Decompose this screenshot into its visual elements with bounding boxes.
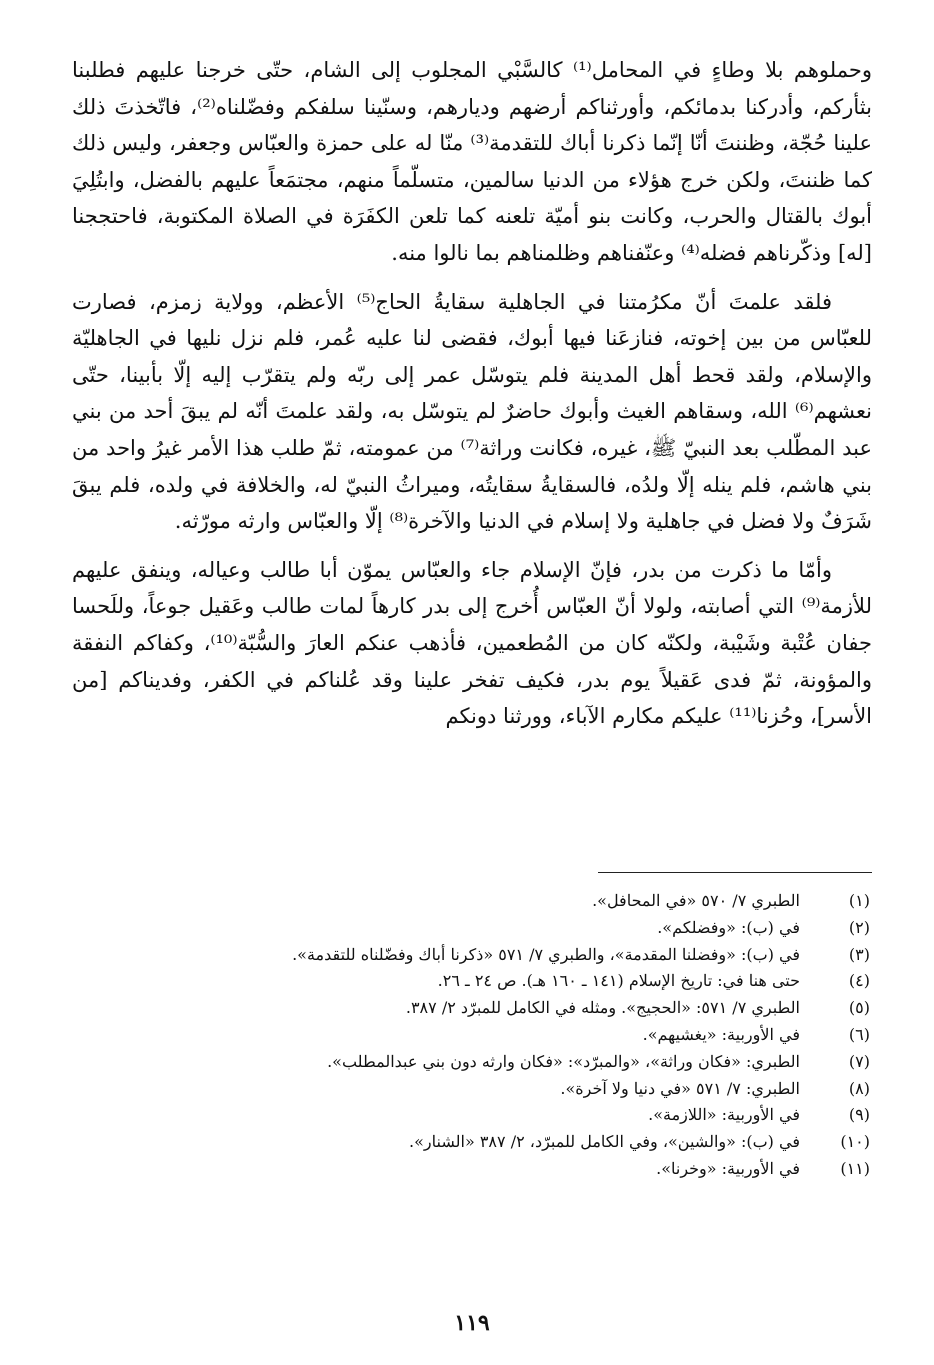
paragraph-1: وحملوهم بلا وطاءٍ في المحامل⁽¹⁾ كالسَّبْي المجلوب إلى الشام، حتّى خرجنا عليهم فطلبنا بثأركم، وأدركنا بدمائكم، وأورثناكم أرضهم وديارهم، وسنّينا سلفكم وفضّلناه⁽²⁾، فاتّخذتَ ذلك علينا حُجّة، وظننتَ أنّا إنّما ذكرنا أباك للتقدمة⁽³⁾ منّا له على حمزة والعبّاس وجعفر، وليس ذلك كما ظننتَ، ولكن خرج هؤلاء من الدنيا سالمين، متسلّماً منهم، مجتمَعاً عليهم بالفضل، وابتُلِيَ أبوك بالقتال والحرب، وكانت بنو أميّة تلعنه كما تلعن الكفَرَة في الصلاة المكتوبة، فاحتججنا [له] وذكّرناهم فضله⁽⁴⁾ وعنّفناهم وظلمناهم بما نالوا منه. [72,58,872,265]
footnote-number: (١٠) [840,1132,870,1152]
footnote-7 [72,1049,872,1076]
main-text [72,52,872,735]
footnote-text: الطبري ٧/ ٥٧١: «الحجيج». ومثله في الكامل للمبرّد ٢/ ٣٨٧. [405,998,800,1018]
footnote-number: (٧) [848,1051,870,1071]
footnote-text: في الأوربية: «يغشيهم». [642,1024,800,1044]
footnote-divider [598,872,872,873]
footnote-text: في الأوربية: «وخرنا». [656,1158,800,1178]
footnote-6 [72,1022,872,1049]
footnote-5 [72,995,872,1022]
footnotes-list [72,888,872,1183]
footnote-number: (٨) [848,1078,870,1098]
footnote-number: (١) [848,891,870,910]
footnote-4 [72,968,872,995]
footnote-number: (٣) [848,944,870,964]
footnote-10 [72,1129,872,1156]
footnote-number: (١١) [840,1158,870,1178]
footnote-text: في (ب): «وفضلنا المقدمة»، والطبري ٧/ ٥٧١ «ذكرنا أباك وفضّلناه للتقدمة». [292,944,800,964]
footnote-number: (٦) [848,1024,870,1044]
footnote-text: في الأوربية: «اللازمة». [648,1105,800,1125]
footnote-2 [72,915,872,942]
paragraph-2: فلقد علمتَ أنّ مكرُمتنا في الجاهلية سقايةُ الحاج⁽⁵⁾ الأعظم، وولاية زمزم، فصارت للعبّاس من بين إخوته، فنازعَنا فيها أبوك، فقضى لنا عليه عُمر، فلم نزل نليها في الجاهليّة والإسلام، ولقد قحط أهل المدينة فلم يتوسّل عمر إلى ربّه ولم يتقرّب إليه إلّا بأبينا، حتّى نعشهم⁽⁶⁾ الله، وسقاهم الغيث وأبوك حاضرٌ لم يتوسّل به، ولقد علمتَ أنّه لم يبقَ أحد من بني عبد المطّلب بعد النبيّ ﷺ، غيره، فكانت وراثة⁽⁷⁾ من عمومته، ثمّ طلب هذا الأمر غيرُ واحد من بني هاشم، فلم ينله إلّا ولدُه، فالسقايةُ سقايتُه، وميراثُ النبيّ له، والخلافة في ولده، فلم يبقَ شَرَفٌ ولا فضل في جاهلية ولا إسلام في الدنيا والآخرة⁽⁸⁾ إلّا والعبّاس وارثه مورّثه. [72,289,872,534]
footnote-number: (٢) [848,917,870,937]
footnote-text: الطبري: «فكان وراثة»، «والمبرّد»: «فكان وارثه دون بني عبدالمطلب». [327,1051,800,1071]
footnote-9 [72,1102,872,1129]
footnote-8 [72,1076,872,1103]
footnote-text: في (ب): «وفضلكم». [657,917,800,937]
footnote-number: (٤) [848,971,870,991]
page-number: ١١٩ [454,1310,490,1336]
document-page [72,52,872,1365]
footnote-text: الطبري ٧/ ٥٧٠ «في المحافل». [592,891,800,910]
paragraph-3: وأمّا ما ذكرت من بدر، فإنّ الإسلام جاء والعبّاس يموّن أبا طالب وعياله، وينفق عليهم للأزمة⁽⁹⁾ التي أصابته، ولولا أنّ العبّاس أُخرج إلى بدر كارهاً لمات طالب وعَقيل جوعاً، وللَحسا جفان عُتْبة وشَيْبة، ولكنّه كان من المُطعمين، فأذهب عنكم العارَ والسُّبّة⁽¹⁰⁾، وكفاكم النفقة والمؤونة، ثمّ فدى عَقيلاً يوم بدر، فكيف تفخر علينا وقد عُلناكم في الكفر، وفديناكم [من الأسر]، وحُزنا⁽¹¹⁾ عليكم مكارم الآباء، وورثنا دونكم [72,557,872,729]
footnote-text: في (ب): «والشين»، وفي الكامل للمبرّد، ٢/ ٣٨٧ «الشنار». [409,1132,800,1152]
footnote-1 [72,888,872,915]
footnote-text: حتى هنا في: تاريخ الإسلام (١٤١ ـ ١٦٠ هـ). ص ٢٤ ـ ٢٦. [437,971,800,991]
footnote-text: الطبري: ٧/ ٥٧١ «في دنيا ولا آخرة». [560,1078,800,1098]
footnote-3 [72,942,872,969]
footnote-11 [72,1156,872,1183]
footnote-number: (٩) [848,1105,870,1125]
footnote-number: (٥) [848,998,870,1018]
